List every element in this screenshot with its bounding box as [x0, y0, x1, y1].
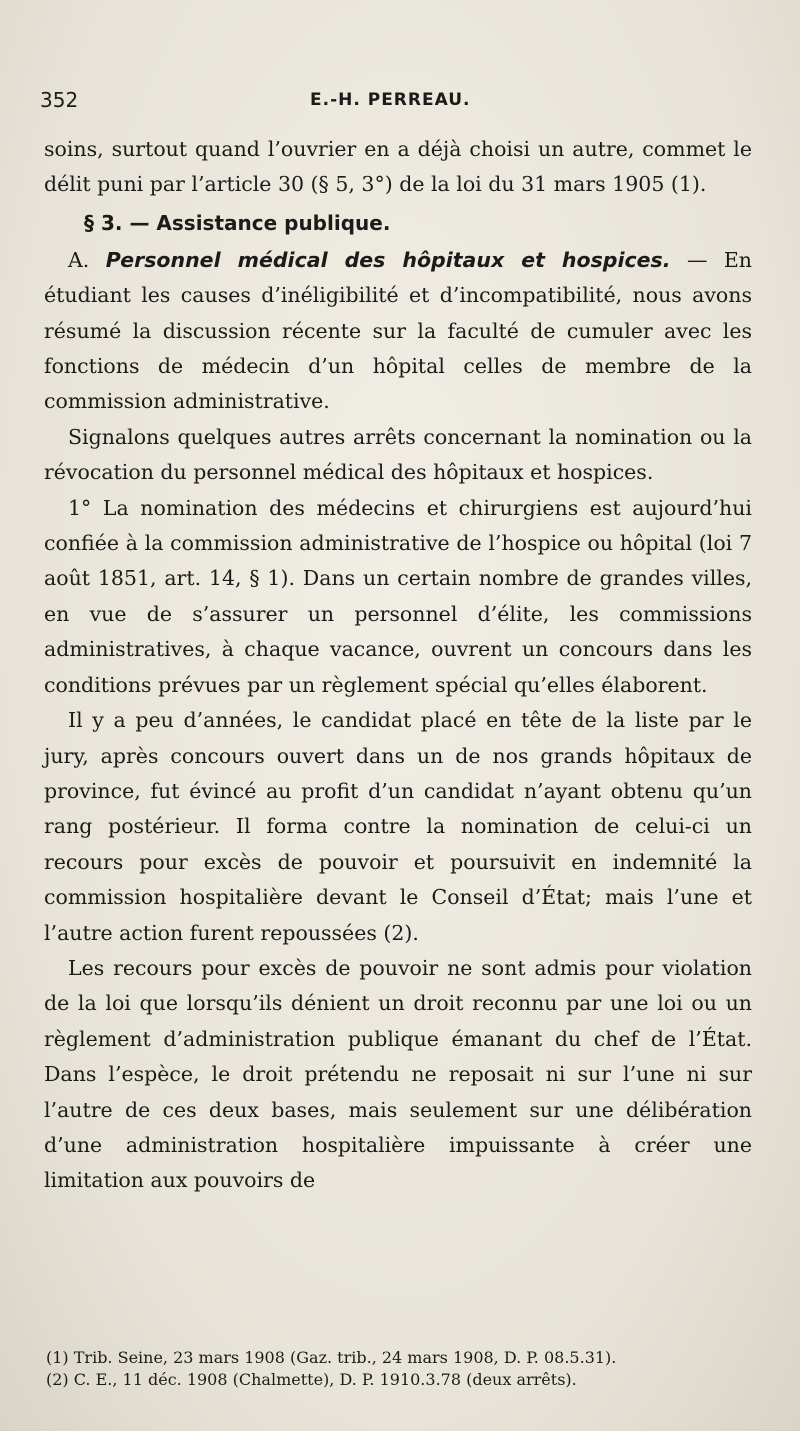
paragraph-3: Signalons quelques autres arrêts concernant la nomination ou la révocation du personnel médical des hôpitaux et hospices.	[44, 424, 752, 485]
paragraph-6: Les recours pour excès de pouvoir ne sont admis pour violation de la loi que lorsqu’ils dénient un droit reconnu par une loi ou un règlement d’administration publique émanant du chef de l’État. Dans l’espèce, le droit prétendu ne reposait ni sur l’une ni sur l’autre de ces deux bases, mais seulement sur une délibération d’une administration hospitalière impuissante à créer une limitation aux pouvoirs de	[44, 955, 752, 1193]
paragraph-2-text: — En étudiant les causes d’inéligibilité et d’incompatibilité, nous avons résumé la discussion récente sur la faculté de cumuler avec les fonctions de médecin d’un hôpital celles de membre de la commission administrative.	[44, 247, 752, 414]
footnote-1: (1) Trib. Seine, 23 mars 1908 (Gaz. trib., 24 mars 1908, D. P. 08.5.31).	[46, 1348, 617, 1367]
paragraph-2	[44, 243, 752, 420]
section-heading: § 3. — Assistance publique.	[84, 210, 391, 235]
paragraph-5: Il y a peu d’années, le candidat placé en tête de la liste par le jury, après concours ouvert dans un de nos grands hôpitaux de province, fut évincé au profit d’un candidat n’ayant obtenu qu’un rang postérieur. Il forma contre la nomination de celui-ci un recours pour excès de pouvoir et poursuivit en indemnité la commission hospitalière devant le Conseil d’État; mais l’une et l’autre action furent repoussées (2).	[44, 708, 752, 945]
paragraph-1: soins, surtout quand l’ouvrier en a déjà choisi un autre, commet le délit puni par l’article 30 (§ 5, 3°) de la loi du 31 mars 1905 (1).	[44, 137, 752, 197]
subhead-title: Personnel médical des hôpitaux et hospices.	[105, 247, 671, 272]
running-head: E.-H. PERREAU.	[310, 90, 471, 110]
page-number: 352	[40, 88, 79, 112]
body-text	[44, 132, 752, 1199]
paragraph-4: 1° La nomination des médecins et chirurgiens est aujourd’hui confiée à la commission administrative de l’hospice ou hôpital (loi 7 août 1851, art. 14, § 1). Dans un certain nombre de grandes villes, en vue de s’assurer un personnel d’élite, les commissions administratives, à chaque vacance, ouvrent un concours dans les conditions prévues par un règlement spécial qu’elles élaborent.	[44, 495, 752, 697]
footnotes	[46, 1347, 756, 1391]
subhead-letter: A.	[68, 247, 90, 272]
page-header	[40, 88, 750, 118]
footnote-2: (2) C. E., 11 déc. 1908 (Chalmette), D. P. 1910.3.78 (deux arrêts).	[46, 1370, 577, 1389]
